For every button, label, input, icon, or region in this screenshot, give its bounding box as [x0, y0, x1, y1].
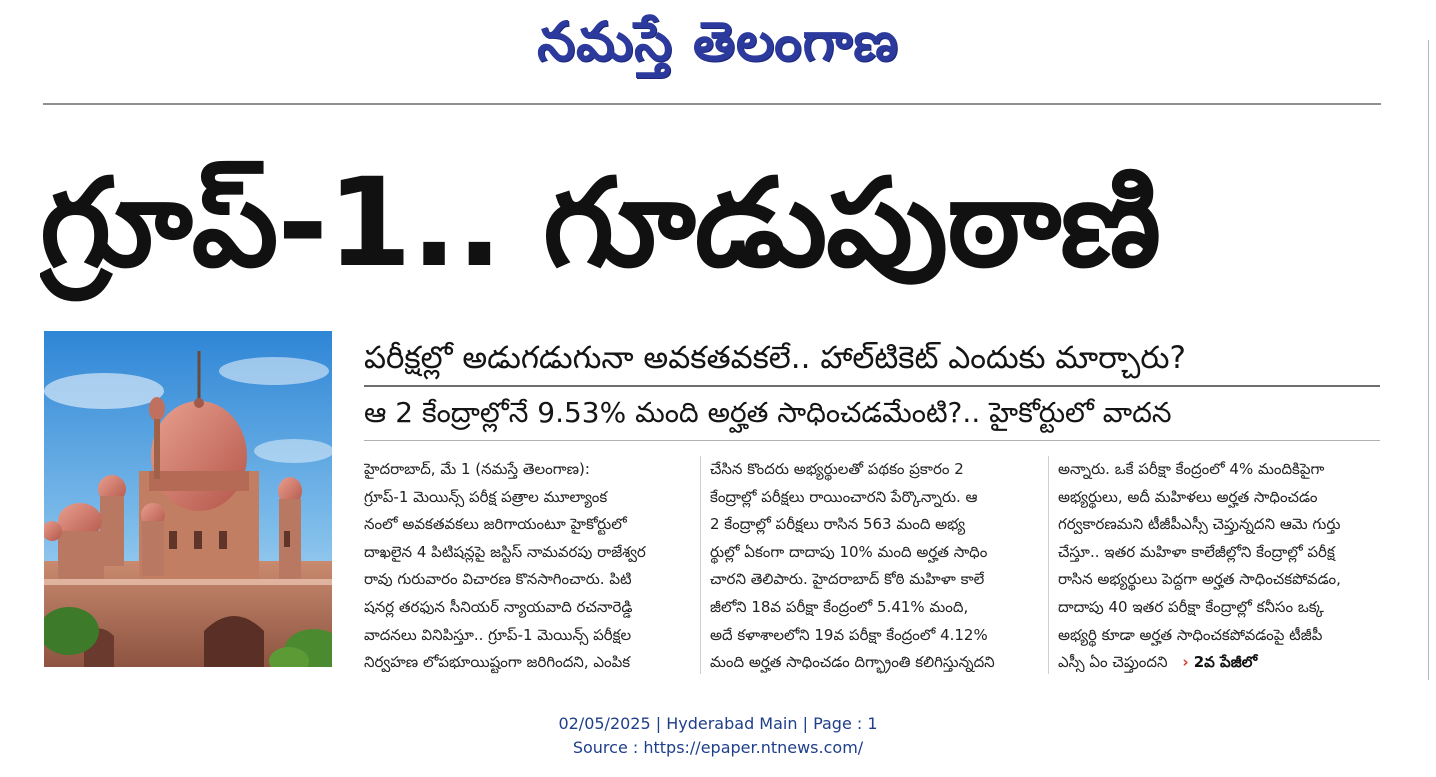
article-line: అభ్యర్థి కూడా అర్హత సాధించకపోవడంపై టీజీపీ — [1058, 625, 1323, 644]
article-line: 2 కేంద్రాల్లో పరీక్షలు రాసిన 563 మంది అభ్య — [710, 515, 966, 534]
article-line-last — [1058, 649, 1384, 677]
article-line: ర్థుల్లో ఏకంగా దాదాపు 10% మంది అర్హత సాధిం — [710, 542, 988, 561]
subheadline-divider — [364, 385, 1380, 387]
article-line: గర్వకారణమని టీజీపీఎస్సీ చెప్తున్నదని ఆమె గుర్తు — [1058, 515, 1341, 534]
article-column-2 — [710, 456, 1036, 678]
subheadline-1: పరీక్షల్లో అడుగడుగునా అవకతవకలే.. హాల్‌టికెట్ ఎందుకు మార్చారు? — [364, 340, 1186, 376]
article-line: షనర్ల తరఫున సీనియర్ న్యాయవాది రచనారెడ్డి — [364, 597, 633, 616]
article-line-text: ఎస్సీ ఏం చెప్తుందని — [1058, 653, 1168, 672]
article-line: రాసిన అభ్యర్థులు పెద్దగా అర్హత సాధించకపోవడం, — [1058, 570, 1341, 589]
article-line: రావు గురువారం విచారణ కొనసాగించారు. పిటి — [364, 570, 632, 589]
article-line: కేంద్రాల్లో పరీక్షలు రాయించారని పేర్కొన్నారు. ఆ — [710, 487, 978, 506]
column-divider — [1048, 456, 1049, 674]
continuation-link[interactable] — [1182, 653, 1257, 671]
chevron-right-icon: › — [1182, 653, 1189, 672]
article-line: గ్రూప్-1 మెయిన్స్ పరీక్ష పత్రాల మూల్యాంక — [364, 487, 608, 506]
article-column-3 — [1058, 456, 1384, 678]
article-line: అదే కళాశాలలోని 19వ పరీక్షా కేంద్రంలో 4.12% — [710, 625, 988, 644]
high-court-building-photo — [44, 331, 332, 667]
headline: గ్రూప్-1.. గూడుపుఠాణి — [40, 152, 1161, 294]
footer-edition-info: 02/05/2025 | Hyderabad Main | Page : 1 — [558, 714, 878, 733]
article-line: అన్నారు. ఒకే పరీక్షా కేంద్రంలో 4% మందికిపైగా — [1058, 460, 1325, 478]
article-line: జీలోని 18వ పరీక్షా కేంద్రంలో 5.41% మంది, — [710, 597, 969, 616]
footer-source: Source : https://epaper.ntnews.com/ — [572, 738, 864, 757]
column-divider — [700, 456, 701, 674]
article-line: హైదరాబాద్, మే 1 (నమస్తే తెలంగాణ): — [364, 460, 590, 478]
masthead-divider — [43, 103, 1381, 105]
article-column-1 — [364, 456, 690, 678]
article-line: మంది అర్హత సాధించడం దిగ్భ్రాంతి కలిగిస్తున్నదని — [710, 653, 995, 672]
article-line: చారని తెలిపారు. హైదరాబాద్ కోఠి మహిళా కాలే — [710, 570, 985, 589]
article-line: దాఖలైన 4 పిటిషన్లపై జస్టిస్ నామవరపు రాజేశ్వర — [364, 542, 646, 561]
article-line: అభ్యర్థులు, అదీ మహిళలు అర్హత సాధించడం — [1058, 487, 1318, 506]
article-line: నంలో అవకతవకలు జరిగాయంటూ హైకోర్టులో — [364, 515, 627, 534]
masthead-logo: నమస్తే తెలంగాణ — [537, 10, 899, 73]
article-line: చేసిన కొందరు అభ్యర్థులతో పథకం ప్రకారం 2 — [710, 460, 964, 478]
article-line: నిర్వహణ లోపభూయిష్టంగా జరిగిందని, ఎంపిక — [364, 653, 631, 672]
article-line: వాదనలు వినిపిస్తూ.. గ్రూప్-1 మెయిన్స్ పరీక్షల — [364, 625, 632, 644]
body-divider — [364, 440, 1380, 441]
article-line: చేస్తూ.. ఇతర మహిళా కాలేజీల్లోని కేంద్రాల్లో పరీక్ష — [1058, 542, 1335, 561]
continuation-label: 2వ పేజీలో — [1193, 653, 1258, 672]
page-edge-divider — [1428, 40, 1429, 680]
subheadline-2: ఆ 2 కేంద్రాల్లోనే 9.53% మంది అర్హత సాధించడమేంటి?.. హైకోర్టులో వాదన — [364, 396, 1172, 429]
article-line: దాదాపు 40 ఇతర పరీక్షా కేంద్రాల్లో కనీసం ఒక్క — [1058, 597, 1324, 616]
